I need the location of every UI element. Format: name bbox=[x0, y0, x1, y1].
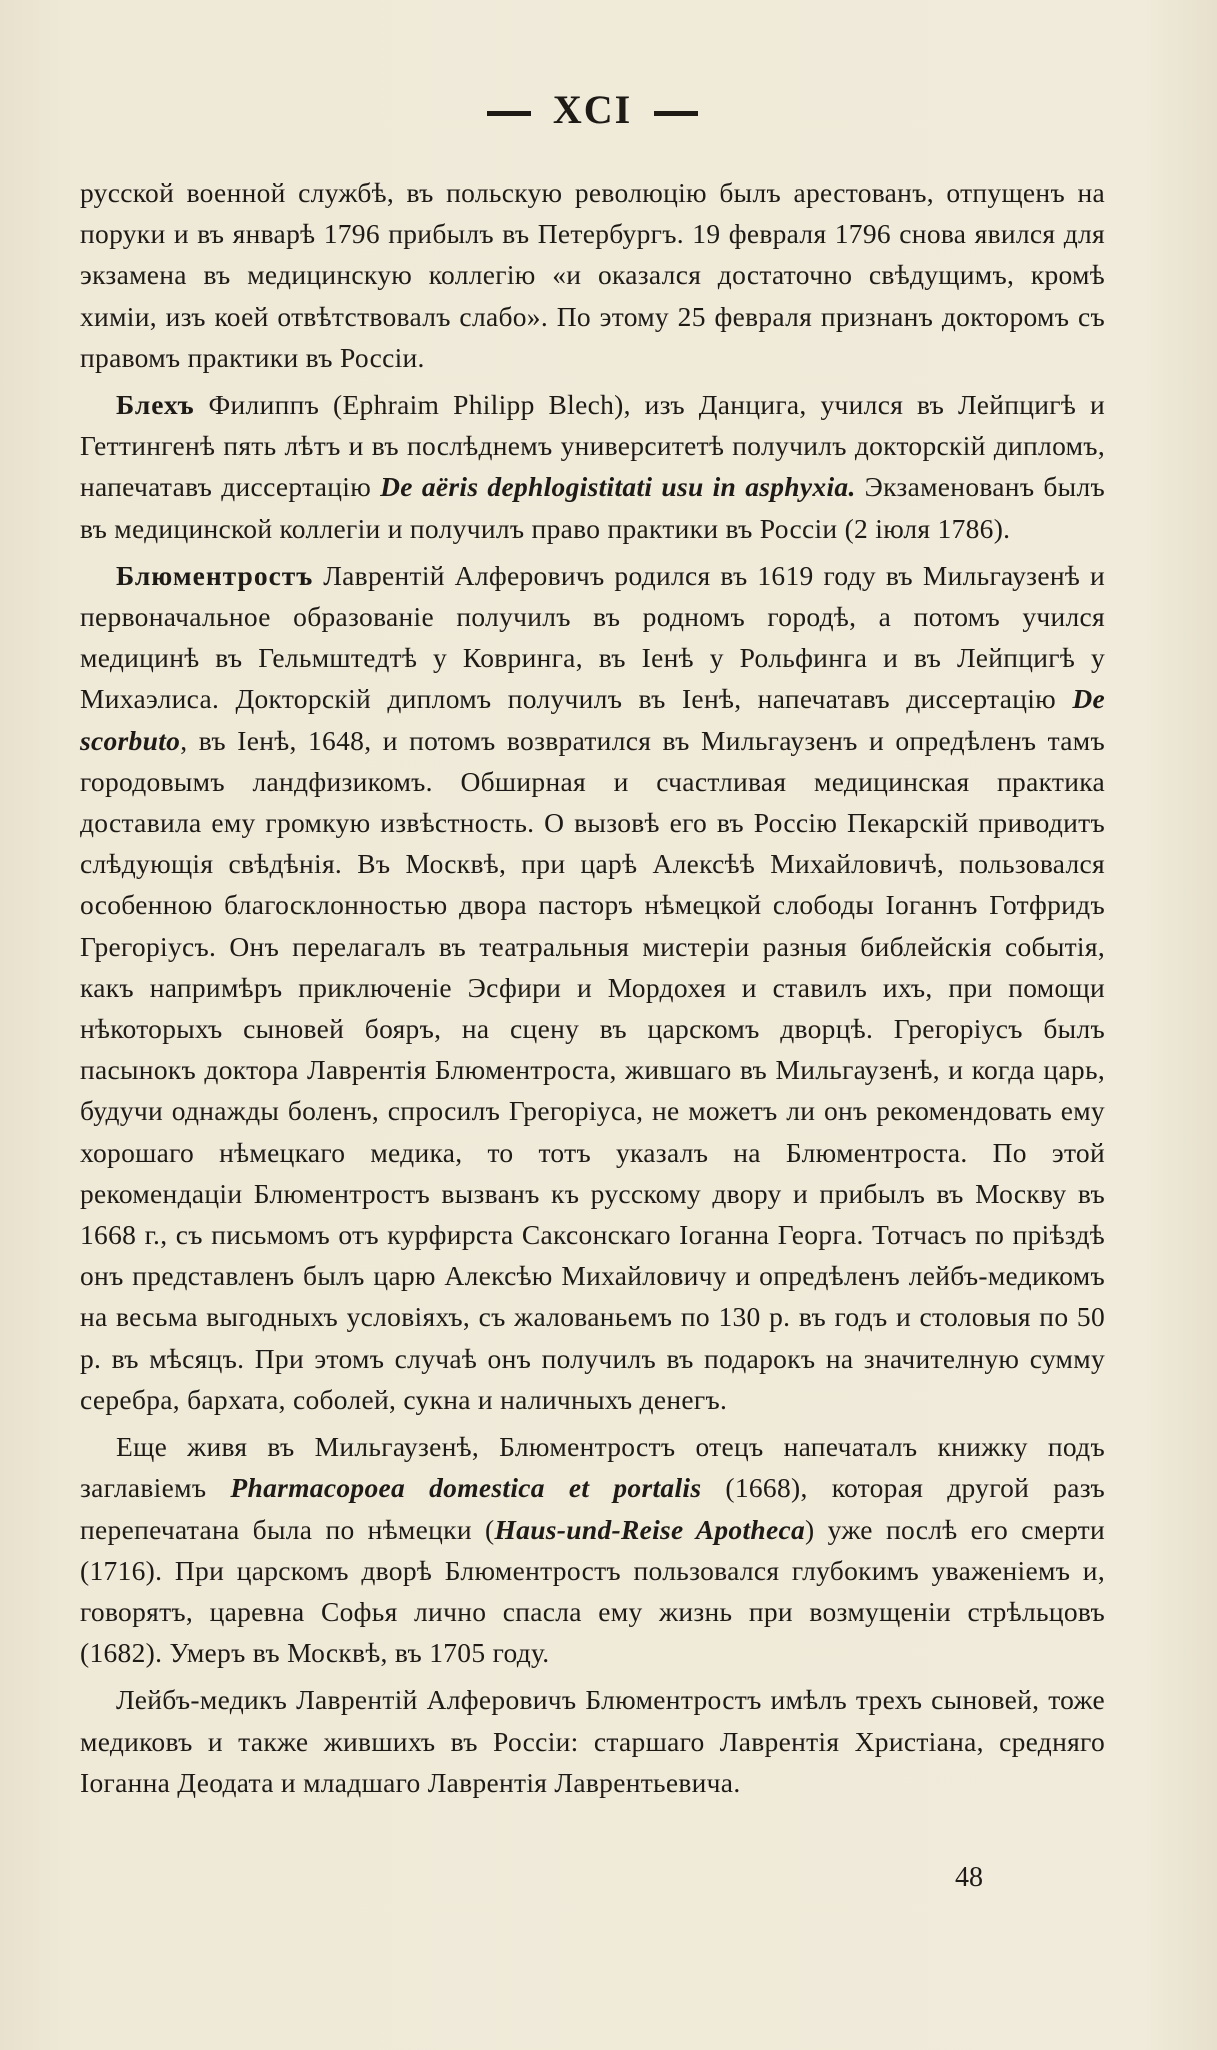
paragraph-4-text-a: Еще живя въ Мильгаузенѣ, Блюментростъ отецъ напечаталъ книжку подъ заглавіемъ bbox=[80, 1431, 1105, 1504]
entry-name-blumentrost: Блюментростъ bbox=[116, 559, 314, 591]
dissertation-title-blech: De aëris dephlogistitati usu in asphyxia. bbox=[380, 471, 856, 503]
paragraph-2-text-b: Экзаменованъ былъ въ медицинской коллегіи и получилъ право практики въ Россіи (2 іюля 1786). bbox=[80, 471, 1105, 544]
body-text bbox=[80, 172, 1105, 1803]
paragraph-1-text: русской военной службѣ, въ польскую революцію былъ арестованъ, отпущенъ на поруки и въ январѣ 1796 прибылъ въ Петербургъ. 19 февраля 1796 снова явился для экзамена въ медицинскую коллегію «и оказался достаточно свѣдущимъ, кромѣ химіи, изъ коей отвѣтствовалъ слабо». По этому 25 февраля признанъ докторомъ съ правомъ практики въ Россіи. bbox=[80, 177, 1105, 373]
paragraph-4-text-b: (1668), которая другой разъ перепечатана была по нѣмецки ( bbox=[80, 1472, 1105, 1545]
paragraph-5-text: Лейбъ-медикъ Лаврентій Алферовичъ Блюментростъ имѣлъ трехъ сыновей, тоже медиковъ и также жившихъ въ Россіи: старшаго Лаврентія Христіана, средняго Іоганна Деодата и младшаго Лаврентія Лаврентьевича. bbox=[80, 1684, 1105, 1798]
page-header bbox=[80, 88, 1105, 132]
paragraph-4-text-c: ) уже послѣ его смерти (1716). При царскомъ дворѣ Блюментростъ пользовался глубокимъ уваженіемъ и, говорятъ, царевна Софья лично спасла ему жизнь при возмущеніи стрѣльцовъ (1682). Умеръ въ Москвѣ, въ 1705 году. bbox=[80, 1513, 1105, 1669]
header-dash-right bbox=[654, 111, 698, 116]
header-dash-left bbox=[487, 111, 531, 116]
book-title-apotheca: Haus-und-Reise Apotheca bbox=[494, 1513, 806, 1545]
book-title-pharmacopoea: Pharmacopoea domestica et portalis bbox=[230, 1472, 702, 1504]
paragraph-3 bbox=[80, 555, 1105, 1420]
paragraph-4 bbox=[80, 1426, 1105, 1673]
paragraph-5 bbox=[80, 1679, 1105, 1803]
paragraph-3-text-b: , въ Іенѣ, 1648, и потомъ возвратился въ Мильгаузенъ и опредѣленъ тамъ городовымъ ландфизикомъ. Обширная и счастливая медицинская практика доставила ему громкую извѣстность. О вызовѣ его въ Россію Пекарскій приводитъ слѣдующія свѣдѣнія. Въ Москвѣ, при царѣ Алексѣѣ Михайловичѣ, пользовался особенною благосклонностью двора пасторъ нѣмецкой слободы Іоганнъ Готфридъ Грегоріусъ. Онъ перелагалъ въ театральныя мистеріи разныя библейскія событія, какъ напримѣръ приключеніе Эсфири и Мордохея и ставилъ ихъ, при помощи нѣкоторыхъ сыновей бояръ, на сцену въ царскомъ дворцѣ. Грегоріусъ былъ пасынокъ доктора Лаврентія Блюментроста, жившаго въ Мильгаузенѣ, и когда царь, будучи однажды боленъ, спросилъ Грегоріуса, не можетъ ли онъ рекомендовать ему хорошаго нѣмецкаго медика, то тотъ указалъ на Блюментроста. По этой рекомендаціи Блюментростъ вызванъ къ русскому двору и прибылъ въ Москву въ 1668 г., съ письмомъ отъ курфирста Саксонскаго Іоганна Георга. Тотчасъ по пріѣздѣ онъ представленъ былъ царю Алексѣю Михайловичу и опредѣленъ лейбъ-медикомъ на весьма выгодныхъ условіяхъ, съ жалованьемъ по 130 р. въ годъ и столовыя по 50 р. въ мѣсяцъ. При этомъ случаѣ онъ получилъ въ подарокъ на значителную сумму серебра, бархата, соболей, сукна и наличныхъ денегъ. bbox=[80, 724, 1105, 1415]
paragraph-1 bbox=[80, 172, 1105, 378]
paragraph-2 bbox=[80, 384, 1105, 549]
signature-number: 48 bbox=[955, 1862, 983, 1893]
roman-page-number: XCI bbox=[552, 87, 633, 132]
paragraph-2-text-a: Филиппъ (Ephraim Philipp Blech), изъ Данцига, учился въ Лейпцигѣ и Геттингенѣ пять лѣтъ и въ послѣднемъ университетѣ получилъ докторскій дипломъ, напечатавъ диссертацію bbox=[80, 389, 1105, 503]
entry-name-blech: Блехъ bbox=[116, 389, 195, 421]
dissertation-title-blumentrost: De scorbuto bbox=[80, 683, 1105, 756]
paragraph-3-text-a: Лаврентій Алферовичъ родился въ 1619 году въ Мильгаузенѣ и первоначальное образованіе получилъ въ родномъ городѣ, а потомъ учился медицинѣ въ Гельмштедтѣ у Ковринга, въ Іенѣ у Рольфинга и въ Лейпцигѣ у Михаэлиса. Докторскій дипломъ получилъ въ Іенѣ, напечатавъ диссертацію bbox=[80, 559, 1105, 715]
